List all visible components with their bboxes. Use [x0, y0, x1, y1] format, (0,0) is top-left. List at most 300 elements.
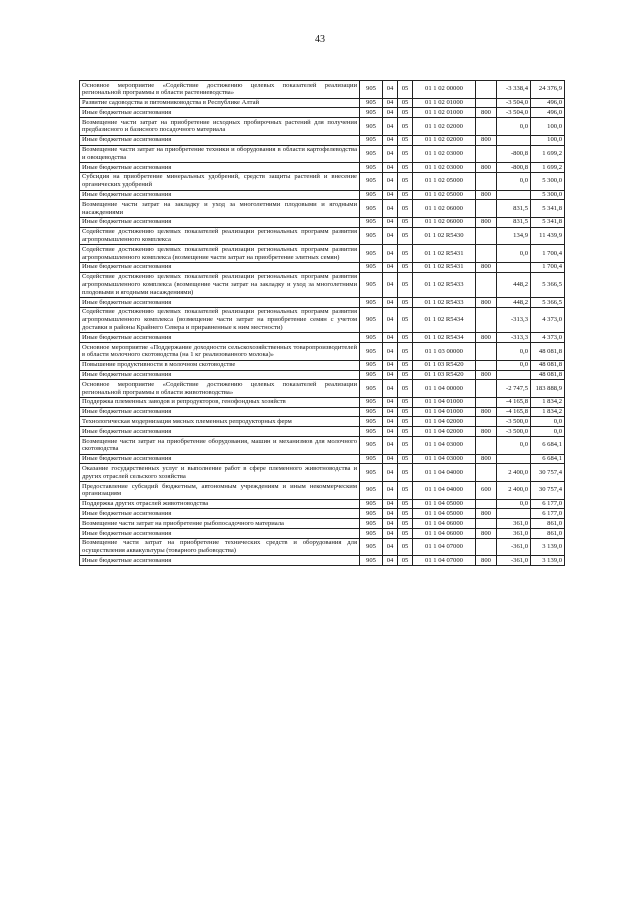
row-name-cell: Иные бюджетные ассигнования	[80, 529, 360, 539]
total-amount-cell: 1 699,2	[531, 145, 565, 163]
change-amount-cell	[497, 509, 531, 519]
ministry-code-cell: 905	[360, 135, 383, 145]
subsection-code-cell: 05	[398, 108, 413, 118]
total-amount-cell: 11 439,9	[531, 227, 565, 245]
table-row	[80, 227, 565, 245]
change-amount-cell: 361,0	[497, 519, 531, 529]
target-article-cell: 01 1 04 03000	[413, 454, 476, 464]
total-amount-cell: 3 139,0	[531, 538, 565, 556]
ministry-code-cell: 905	[360, 190, 383, 200]
ministry-code-cell: 905	[360, 108, 383, 118]
section-code-cell: 04	[383, 298, 398, 308]
ministry-code-cell: 905	[360, 272, 383, 297]
subsection-code-cell: 05	[398, 464, 413, 482]
change-amount-cell: -3 500,0	[497, 417, 531, 427]
expense-type-cell	[476, 118, 497, 136]
expense-type-cell	[476, 437, 497, 455]
subsection-code-cell: 05	[398, 135, 413, 145]
target-article-cell: 01 1 04 00000	[413, 380, 476, 398]
subsection-code-cell: 05	[398, 482, 413, 500]
subsection-code-cell: 05	[398, 427, 413, 437]
ministry-code-cell: 905	[360, 307, 383, 332]
target-article-cell: 01 1 02 01000	[413, 108, 476, 118]
change-amount-cell: -2 747,5	[497, 380, 531, 398]
target-article-cell: 01 1 02 02000	[413, 135, 476, 145]
ministry-code-cell: 905	[360, 529, 383, 539]
change-amount-cell: 0,0	[497, 118, 531, 136]
ministry-code-cell: 905	[360, 556, 383, 566]
change-amount-cell: 361,0	[497, 529, 531, 539]
table-row	[80, 272, 565, 297]
row-name-cell: Иные бюджетные ассигнования	[80, 135, 360, 145]
total-amount-cell: 496,0	[531, 98, 565, 108]
ministry-code-cell: 905	[360, 227, 383, 245]
change-amount-cell: 0,0	[497, 245, 531, 263]
section-code-cell: 04	[383, 190, 398, 200]
total-amount-cell: 183 888,9	[531, 380, 565, 398]
target-article-cell: 01 1 02 R5434	[413, 307, 476, 332]
target-article-cell: 01 1 04 06000	[413, 519, 476, 529]
change-amount-cell: -3 504,0	[497, 98, 531, 108]
ministry-code-cell: 905	[360, 200, 383, 218]
total-amount-cell: 1 834,2	[531, 397, 565, 407]
target-article-cell: 01 1 02 R5434	[413, 333, 476, 343]
section-code-cell: 04	[383, 108, 398, 118]
row-name-cell: Поддержка племенных заводов и репродукторов, генофондных хозяйств	[80, 397, 360, 407]
section-code-cell: 04	[383, 307, 398, 332]
change-amount-cell: -800,8	[497, 145, 531, 163]
row-name-cell: Возмещение части затрат на приобретение исходных пробирочных растений для получения предбазисного и базисного посадочного материала	[80, 118, 360, 136]
expense-type-cell: 800	[476, 190, 497, 200]
subsection-code-cell: 05	[398, 262, 413, 272]
row-name-cell: Иные бюджетные ассигнования	[80, 509, 360, 519]
expense-type-cell: 800	[476, 407, 497, 417]
subsection-code-cell: 05	[398, 370, 413, 380]
section-code-cell: 04	[383, 427, 398, 437]
change-amount-cell: 448,2	[497, 272, 531, 297]
section-code-cell: 04	[383, 509, 398, 519]
expense-type-cell	[476, 200, 497, 218]
expense-type-cell	[476, 307, 497, 332]
table-row	[80, 417, 565, 427]
subsection-code-cell: 05	[398, 217, 413, 227]
change-amount-cell: 134,9	[497, 227, 531, 245]
ministry-code-cell: 905	[360, 397, 383, 407]
total-amount-cell: 5 366,5	[531, 272, 565, 297]
row-name-cell: Содействие достижению целевых показателей реализации региональных программ развития агропромышленного комплекса	[80, 227, 360, 245]
table-row	[80, 556, 565, 566]
subsection-code-cell: 05	[398, 163, 413, 173]
total-amount-cell: 5 341,8	[531, 217, 565, 227]
table-row	[80, 529, 565, 539]
row-name-cell: Иные бюджетные ассигнования	[80, 556, 360, 566]
section-code-cell: 04	[383, 145, 398, 163]
total-amount-cell: 48 081,8	[531, 360, 565, 370]
total-amount-cell: 1 700,4	[531, 245, 565, 263]
total-amount-cell: 30 757,4	[531, 482, 565, 500]
subsection-code-cell: 05	[398, 407, 413, 417]
ministry-code-cell: 905	[360, 464, 383, 482]
section-code-cell: 04	[383, 519, 398, 529]
expense-type-cell: 800	[476, 427, 497, 437]
change-amount-cell: -361,0	[497, 538, 531, 556]
expense-type-cell: 800	[476, 529, 497, 539]
change-amount-cell	[497, 262, 531, 272]
table-row	[80, 509, 565, 519]
subsection-code-cell: 05	[398, 118, 413, 136]
total-amount-cell: 48 081,8	[531, 343, 565, 361]
ministry-code-cell: 905	[360, 145, 383, 163]
total-amount-cell: 0,0	[531, 427, 565, 437]
ministry-code-cell: 905	[360, 333, 383, 343]
subsection-code-cell: 05	[398, 417, 413, 427]
section-code-cell: 04	[383, 81, 398, 99]
section-code-cell: 04	[383, 437, 398, 455]
change-amount-cell: -3 504,0	[497, 108, 531, 118]
ministry-code-cell: 905	[360, 407, 383, 417]
row-name-cell: Возмещение части затрат на закладку и уход за многолетними плодовыми и ягодными насаждениями	[80, 200, 360, 218]
row-name-cell: Технологическая модернизация мясных племенных репродукторных ферм	[80, 417, 360, 427]
section-code-cell: 04	[383, 417, 398, 427]
change-amount-cell	[497, 190, 531, 200]
table-row	[80, 190, 565, 200]
subsection-code-cell: 05	[398, 538, 413, 556]
row-name-cell: Субсидия на приобретение минеральных удобрений, средств защиты растений и внесение органических удобрений	[80, 172, 360, 190]
subsection-code-cell: 05	[398, 307, 413, 332]
change-amount-cell: -4 165,8	[497, 407, 531, 417]
subsection-code-cell: 05	[398, 454, 413, 464]
table-row	[80, 370, 565, 380]
page-number: 43	[315, 34, 325, 45]
ministry-code-cell: 905	[360, 217, 383, 227]
total-amount-cell: 4 373,0	[531, 307, 565, 332]
total-amount-cell: 1 699,2	[531, 163, 565, 173]
row-name-cell: Иные бюджетные ассигнования	[80, 427, 360, 437]
target-article-cell: 01 1 04 05000	[413, 509, 476, 519]
table-row	[80, 437, 565, 455]
ministry-code-cell: 905	[360, 482, 383, 500]
table-row	[80, 145, 565, 163]
target-article-cell: 01 1 04 06000	[413, 529, 476, 539]
total-amount-cell: 861,0	[531, 519, 565, 529]
table-row	[80, 499, 565, 509]
expense-type-cell	[476, 397, 497, 407]
expense-type-cell	[476, 360, 497, 370]
change-amount-cell	[497, 370, 531, 380]
row-name-cell: Содействие достижению целевых показателей реализации региональных программ развития агропромышленного комплекса (возмещение части затрат на приобретение элитных семян)	[80, 245, 360, 263]
row-name-cell: Иные бюджетные ассигнования	[80, 333, 360, 343]
row-name-cell: Содействие достижению целевых показателей реализации региональных программ развития агропромышленного комплекса (возмещение части затрат на закладку и уход за многолетними плодовыми и ягодными насаждениями)	[80, 272, 360, 297]
row-name-cell: Возмещение части затрат на приобретение оборудования, машин и механизмов для молочного скотоводства	[80, 437, 360, 455]
target-article-cell: 01 1 02 01000	[413, 98, 476, 108]
target-article-cell: 01 1 04 02000	[413, 417, 476, 427]
table-row	[80, 519, 565, 529]
expense-type-cell: 800	[476, 454, 497, 464]
ministry-code-cell: 905	[360, 262, 383, 272]
change-amount-cell: 2 400,0	[497, 464, 531, 482]
change-amount-cell: -361,0	[497, 556, 531, 566]
total-amount-cell: 6 177,0	[531, 499, 565, 509]
ministry-code-cell: 905	[360, 427, 383, 437]
expense-type-cell	[476, 98, 497, 108]
expense-type-cell	[476, 499, 497, 509]
table-row	[80, 81, 565, 99]
expense-type-cell	[476, 245, 497, 263]
row-name-cell: Иные бюджетные ассигнования	[80, 163, 360, 173]
change-amount-cell: 0,0	[497, 437, 531, 455]
budget-table	[79, 80, 565, 566]
expense-type-cell: 800	[476, 262, 497, 272]
ministry-code-cell: 905	[360, 81, 383, 99]
section-code-cell: 04	[383, 380, 398, 398]
total-amount-cell: 100,0	[531, 118, 565, 136]
total-amount-cell: 6 684,1	[531, 454, 565, 464]
table-row	[80, 427, 565, 437]
table-row	[80, 200, 565, 218]
subsection-code-cell: 05	[398, 437, 413, 455]
subsection-code-cell: 05	[398, 145, 413, 163]
table-row	[80, 217, 565, 227]
change-amount-cell: 831,5	[497, 217, 531, 227]
change-amount-cell: 0,0	[497, 172, 531, 190]
expense-type-cell	[476, 519, 497, 529]
subsection-code-cell: 05	[398, 81, 413, 99]
total-amount-cell: 496,0	[531, 108, 565, 118]
row-name-cell: Содействие достижению целевых показателей реализации региональных программ развития агропромышленного комплекса (возмещение части затрат на приобретение семян с учетом доставки в районы Крайнего Севера и приравненные к ним местности)	[80, 307, 360, 332]
change-amount-cell: 0,0	[497, 360, 531, 370]
expense-type-cell: 800	[476, 370, 497, 380]
expense-type-cell: 800	[476, 509, 497, 519]
target-article-cell: 01 1 02 05000	[413, 172, 476, 190]
section-code-cell: 04	[383, 200, 398, 218]
row-name-cell: Поддержка других отраслей животноводства	[80, 499, 360, 509]
change-amount-cell: 2 400,0	[497, 482, 531, 500]
ministry-code-cell: 905	[360, 509, 383, 519]
change-amount-cell: -3 500,0	[497, 427, 531, 437]
total-amount-cell: 0,0	[531, 417, 565, 427]
subsection-code-cell: 05	[398, 245, 413, 263]
subsection-code-cell: 05	[398, 499, 413, 509]
change-amount-cell: -3 338,4	[497, 81, 531, 99]
expense-type-cell	[476, 227, 497, 245]
total-amount-cell: 4 373,0	[531, 333, 565, 343]
table-row	[80, 407, 565, 417]
target-article-cell: 01 1 04 03000	[413, 437, 476, 455]
table-row	[80, 307, 565, 332]
expense-type-cell	[476, 81, 497, 99]
change-amount-cell: -313,3	[497, 333, 531, 343]
total-amount-cell: 30 757,4	[531, 464, 565, 482]
subsection-code-cell: 05	[398, 190, 413, 200]
target-article-cell: 01 1 04 01000	[413, 397, 476, 407]
subsection-code-cell: 05	[398, 200, 413, 218]
expense-type-cell	[476, 417, 497, 427]
expense-type-cell: 800	[476, 108, 497, 118]
change-amount-cell: -4 165,8	[497, 397, 531, 407]
row-name-cell: Возмещение части затрат на приобретение технических средств и оборудования для осуществления аквакультуры (товарного рыбоводства)	[80, 538, 360, 556]
row-name-cell: Иные бюджетные ассигнования	[80, 190, 360, 200]
change-amount-cell: -800,8	[497, 163, 531, 173]
section-code-cell: 04	[383, 272, 398, 297]
subsection-code-cell: 05	[398, 172, 413, 190]
ministry-code-cell: 905	[360, 163, 383, 173]
row-name-cell: Предоставление субсидий бюджетным, автономным учреждениям и иным некоммерческим организациям	[80, 482, 360, 500]
table-row	[80, 397, 565, 407]
table-row	[80, 380, 565, 398]
subsection-code-cell: 05	[398, 227, 413, 245]
row-name-cell: Иные бюджетные ассигнования	[80, 370, 360, 380]
ministry-code-cell: 905	[360, 380, 383, 398]
total-amount-cell: 100,0	[531, 135, 565, 145]
table-row	[80, 135, 565, 145]
change-amount-cell	[497, 454, 531, 464]
subsection-code-cell: 05	[398, 333, 413, 343]
total-amount-cell: 5 300,0	[531, 190, 565, 200]
ministry-code-cell: 905	[360, 118, 383, 136]
total-amount-cell: 3 139,0	[531, 556, 565, 566]
total-amount-cell: 5 341,8	[531, 200, 565, 218]
section-code-cell: 04	[383, 245, 398, 263]
target-article-cell: 01 1 04 04000	[413, 482, 476, 500]
subsection-code-cell: 05	[398, 397, 413, 407]
row-name-cell: Оказание государственных услуг и выполнение работ в сфере племенного животноводства и других отраслей сельского хозяйства	[80, 464, 360, 482]
section-code-cell: 04	[383, 407, 398, 417]
target-article-cell: 01 1 02 R5431	[413, 245, 476, 263]
row-name-cell: Иные бюджетные ассигнования	[80, 262, 360, 272]
section-code-cell: 04	[383, 118, 398, 136]
target-article-cell: 01 1 02 R5431	[413, 262, 476, 272]
section-code-cell: 04	[383, 343, 398, 361]
ministry-code-cell: 905	[360, 519, 383, 529]
row-name-cell: Иные бюджетные ассигнования	[80, 407, 360, 417]
total-amount-cell: 5 300,0	[531, 172, 565, 190]
target-article-cell: 01 1 03 R5420	[413, 370, 476, 380]
subsection-code-cell: 05	[398, 380, 413, 398]
subsection-code-cell: 05	[398, 360, 413, 370]
table-row	[80, 108, 565, 118]
section-code-cell: 04	[383, 163, 398, 173]
total-amount-cell: 1 834,2	[531, 407, 565, 417]
section-code-cell: 04	[383, 454, 398, 464]
change-amount-cell: 0,0	[497, 343, 531, 361]
ministry-code-cell: 905	[360, 437, 383, 455]
ministry-code-cell: 905	[360, 454, 383, 464]
table-row	[80, 454, 565, 464]
ministry-code-cell: 905	[360, 417, 383, 427]
total-amount-cell: 48 081,8	[531, 370, 565, 380]
expense-type-cell	[476, 272, 497, 297]
expense-type-cell: 800	[476, 135, 497, 145]
table-row	[80, 298, 565, 308]
row-name-cell: Основное мероприятие «Содействие достижению целевых показателей реализации региональной программы в области растениеводства»	[80, 81, 360, 99]
expense-type-cell: 800	[476, 298, 497, 308]
section-code-cell: 04	[383, 499, 398, 509]
subsection-code-cell: 05	[398, 529, 413, 539]
ministry-code-cell: 905	[360, 98, 383, 108]
row-name-cell: Возмещение части затрат на приобретение техники и оборудования в области картофелеводства и овощеводства	[80, 145, 360, 163]
change-amount-cell: 448,2	[497, 298, 531, 308]
ministry-code-cell: 905	[360, 245, 383, 263]
subsection-code-cell: 05	[398, 343, 413, 361]
section-code-cell: 04	[383, 262, 398, 272]
target-article-cell: 01 1 02 06000	[413, 217, 476, 227]
target-article-cell: 01 1 02 R5433	[413, 272, 476, 297]
total-amount-cell: 1 700,4	[531, 262, 565, 272]
ministry-code-cell: 905	[360, 370, 383, 380]
ministry-code-cell: 905	[360, 360, 383, 370]
target-article-cell: 01 1 03 R5420	[413, 360, 476, 370]
row-name-cell: Возмещение части затрат на приобретение рыбопосадочного материала	[80, 519, 360, 529]
ministry-code-cell: 905	[360, 298, 383, 308]
section-code-cell: 04	[383, 98, 398, 108]
total-amount-cell: 5 366,5	[531, 298, 565, 308]
expense-type-cell	[476, 145, 497, 163]
target-article-cell: 01 1 02 03000	[413, 145, 476, 163]
section-code-cell: 04	[383, 227, 398, 245]
subsection-code-cell: 05	[398, 272, 413, 297]
row-name-cell: Основное мероприятие «Поддержание доходности сельскохозяйственных товаропроизводителей в области молочного скотоводства (на 1 кг реализованного молока)»	[80, 343, 360, 361]
section-code-cell: 04	[383, 482, 398, 500]
section-code-cell: 04	[383, 397, 398, 407]
target-article-cell: 01 1 02 R5433	[413, 298, 476, 308]
target-article-cell: 01 1 02 R5430	[413, 227, 476, 245]
target-article-cell: 01 1 02 03000	[413, 163, 476, 173]
change-amount-cell: -313,3	[497, 307, 531, 332]
subsection-code-cell: 05	[398, 509, 413, 519]
subsection-code-cell: 05	[398, 556, 413, 566]
target-article-cell: 01 1 04 07000	[413, 556, 476, 566]
row-name-cell: Основное мероприятие «Содействие достижению целевых показателей реализации региональной программы в области животноводства»	[80, 380, 360, 398]
expense-type-cell	[476, 343, 497, 361]
ministry-code-cell: 905	[360, 538, 383, 556]
section-code-cell: 04	[383, 464, 398, 482]
table-row	[80, 343, 565, 361]
section-code-cell: 04	[383, 538, 398, 556]
target-article-cell: 01 1 04 07000	[413, 538, 476, 556]
expense-type-cell: 800	[476, 217, 497, 227]
expense-type-cell: 800	[476, 556, 497, 566]
table-row	[80, 360, 565, 370]
section-code-cell: 04	[383, 556, 398, 566]
expense-type-cell: 600	[476, 482, 497, 500]
table-row	[80, 464, 565, 482]
row-name-cell: Иные бюджетные ассигнования	[80, 217, 360, 227]
target-article-cell: 01 1 04 04000	[413, 464, 476, 482]
target-article-cell: 01 1 02 02000	[413, 118, 476, 136]
row-name-cell: Развитие садоводства и питомниководства в Республике Алтай	[80, 98, 360, 108]
target-article-cell: 01 1 02 05000	[413, 190, 476, 200]
target-article-cell: 01 1 04 01000	[413, 407, 476, 417]
change-amount-cell	[497, 135, 531, 145]
target-article-cell: 01 1 02 00000	[413, 81, 476, 99]
expense-type-cell	[476, 172, 497, 190]
row-name-cell: Иные бюджетные ассигнования	[80, 454, 360, 464]
total-amount-cell: 6 684,1	[531, 437, 565, 455]
target-article-cell: 01 1 04 05000	[413, 499, 476, 509]
total-amount-cell: 6 177,0	[531, 509, 565, 519]
target-article-cell: 01 1 03 00000	[413, 343, 476, 361]
section-code-cell: 04	[383, 370, 398, 380]
row-name-cell: Иные бюджетные ассигнования	[80, 298, 360, 308]
expense-type-cell: 800	[476, 333, 497, 343]
table-row	[80, 538, 565, 556]
section-code-cell: 04	[383, 135, 398, 145]
ministry-code-cell: 905	[360, 343, 383, 361]
row-name-cell: Повышение продуктивности в молочном скотоводстве	[80, 360, 360, 370]
table-row	[80, 245, 565, 263]
table-row	[80, 333, 565, 343]
expense-type-cell	[476, 464, 497, 482]
